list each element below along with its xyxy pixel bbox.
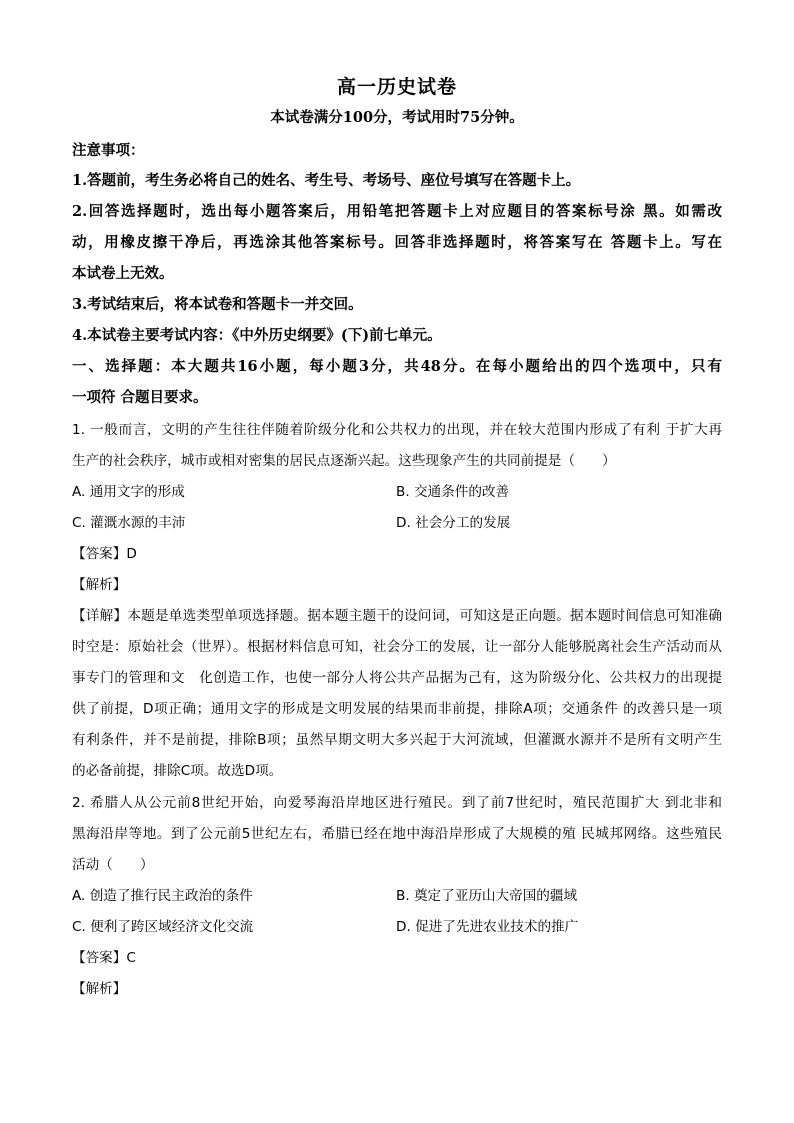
q2-option-c: C. 便利了跨区域经济文化交流 — [72, 919, 254, 935]
section-heading-line-2: 一项符 合题目要求。 — [72, 389, 208, 406]
q1-option-d: D. 社会分工的发展 — [396, 515, 511, 531]
section-heading-line-1: 一、选择题：本大题共16小题，每小题3分，共48分。在每小题给出的四个选项中，只有 — [72, 358, 722, 375]
q2-analysis-label: 【解析】 — [72, 981, 127, 997]
q2-option-a: A. 创造了推行民主政治的条件 — [72, 888, 253, 904]
notice-item-2-line-3: 本试卷上无效。 — [72, 265, 174, 282]
exam-title: 高一历史试卷 — [336, 76, 457, 98]
q2-answer — [72, 948, 722, 968]
q1-answer — [72, 544, 722, 564]
q1-analysis-label: 【解析】 — [72, 577, 127, 593]
q2-stem-line-1: 2. 希腊人从公元前8世纪开始，向爱琴海沿岸地区进行殖民。到了前7世纪时，殖民范围扩大 到北非和 — [72, 795, 722, 811]
q1-detail-line-1: 【详解】本题是单选类型单项选择题。据本题主题干的设问词，可知这是正向题。据本题时间信息可知准确 — [72, 608, 722, 624]
q2-stem-line-3: 活动（ ） — [72, 857, 154, 873]
q2-option-b: B. 奠定了亚历山大帝国的疆域 — [396, 888, 578, 904]
q1-answer-value: D — [126, 546, 137, 562]
q1-answer-tag: 【答案】 — [72, 546, 127, 562]
q1-option-c: C. 灌溉水源的丰沛 — [72, 515, 186, 531]
q1-option-b: B. 交通条件的改善 — [396, 484, 510, 500]
notice-item-1: 1.答题前，考生务必将自己的姓名、考生号、考场号、座位号填写在答题卡上。 — [72, 172, 581, 189]
notice-item-2-line-1: 2.回答选择题时，选出每小题答案后，用铅笔把答题卡上对应题目的答案标号涂 黑。如需改 — [72, 203, 722, 220]
q2-answer-tag: 【答案】 — [72, 950, 127, 966]
notice-heading: 注意事项： — [72, 142, 145, 159]
q1-stem-line-2: 生产的社会秩序，城市或相对密集的居民点逐渐兴起。这些现象产生的共同前提是（ ） — [72, 453, 616, 469]
exam-subtitle: 本试卷满分100分，考试用时75分钟。 — [270, 109, 524, 126]
q1-stem-line-1: 1. 一般而言，文明的产生往往伴随着阶级分化和公共权力的出现，并在较大范围内形成了有利 于扩大再 — [72, 422, 722, 438]
q1-analysis-tag — [72, 575, 722, 595]
notice-item-4: 4.本试卷主要考试内容：《中外历史纲要》(下)前七单元。 — [72, 327, 442, 344]
q2-option-d: D. 促进了先进农业技术的推广 — [396, 919, 579, 935]
notice-item-2-line-2: 动，用橡皮擦干净后，再选涂其他答案标号。回答非选择题时，将答案写在 答题卡上。写在 — [72, 234, 722, 251]
q1-detail-line-2: 时空是：原始社会（世界）。根据材料信息可知，社会分工的发展，让一部分人能够脱离社会生产活动而从 — [72, 639, 722, 655]
q2-analysis-tag — [72, 979, 722, 999]
notice-item-3: 3.考试结束后，将本试卷和答题卡一并交回。 — [72, 296, 363, 313]
q1-detail-line-4: 供了前提，D项正确；通用文字的形成是文明发展的结果而非前提，排除A项；交通条件 的改善只是一项 — [72, 701, 722, 717]
q1-detail-line-5: 有利条件，并不是前提，排除B项；虽然早期文明大多兴起于大河流域，但灌溉水源并不是所有文明产生 — [72, 732, 722, 748]
q1-detail-line-6: 的必备前提，排除C项。故选D项。 — [72, 763, 283, 779]
q2-answer-value: C — [126, 950, 136, 966]
q1-detail-line-3: 事专门的管理和文 化创造工作，也使一部分人将公共产品据为己有，这为阶级分化、公共权力的出现提 — [72, 670, 722, 686]
q1-option-a: A. 通用文字的形成 — [72, 484, 185, 500]
q2-stem-line-2: 黑海沿岸等地。到了公元前5世纪左右，希腊已经在地中海沿岸形成了大规模的殖 民城邦网络。这些殖民 — [72, 826, 722, 842]
